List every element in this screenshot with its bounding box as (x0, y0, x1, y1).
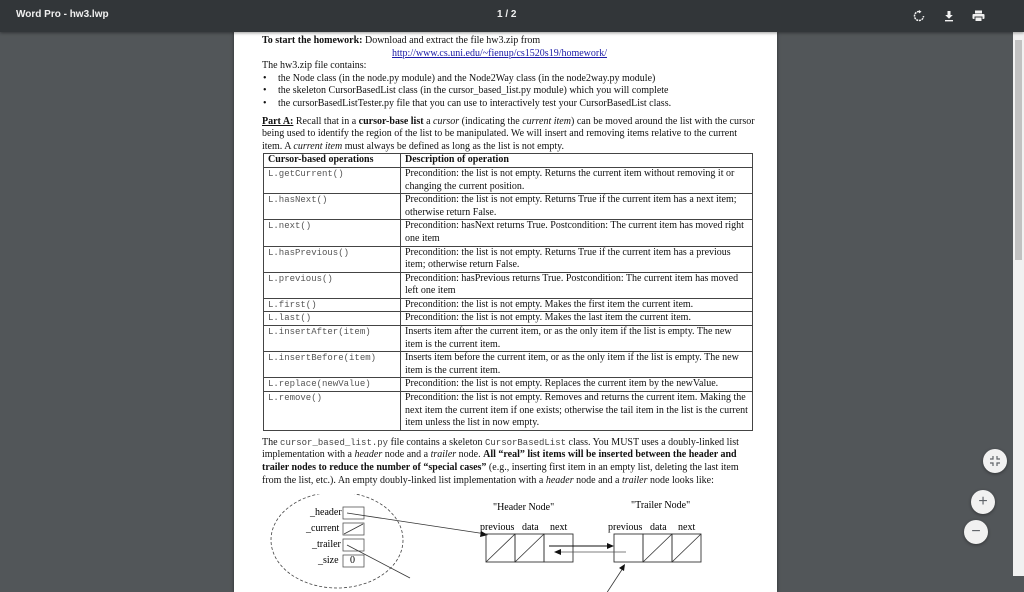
table-row (264, 326, 753, 352)
header-node-label: "Header Node" (493, 502, 555, 513)
description-cell: Precondition: hasPrevious returns True. Postcondition: The current item has moved left one item (401, 272, 753, 298)
description-cell: Precondition: the list is not empty. Returns the current item without removing it or changing the current position. (401, 167, 753, 193)
table-row (264, 298, 753, 312)
table-row (264, 220, 753, 246)
operation-cell: L.next() (264, 220, 401, 246)
scrollbar-thumb[interactable] (1015, 40, 1022, 260)
operation-cell: L.insertBefore(item) (264, 352, 401, 378)
description-cell: Precondition: the list is not empty. Returns True if the current item has a previous item; otherwise return False. (401, 246, 753, 272)
emphasis: trailer (621, 474, 648, 486)
emphasis: cursor-base list (358, 115, 424, 127)
emphasis: trailer (430, 449, 457, 461)
table-row (264, 392, 753, 431)
text: (e.g., inserting first item in an empty list, deleting the last item from the list, etc.). An empty doubly-linked list implementation with a (262, 462, 739, 486)
operation-cell: L.getCurrent() (264, 167, 401, 193)
document-title: Word Pro - hw3.lwp (16, 9, 109, 20)
emphasis: header (545, 474, 574, 486)
list-item: • the skeleton CursorBasedList class (in the cursor_based_list.py module) which you will complete (262, 85, 757, 98)
document-page (234, 32, 777, 592)
operations-table (263, 153, 753, 430)
text: node and a (382, 449, 431, 461)
rotate-button[interactable] (911, 8, 927, 24)
code: CursorBasedList (485, 437, 567, 448)
text: file contains a skeleton (388, 436, 485, 448)
code: cursor_based_list.py (280, 437, 389, 448)
plus-icon: + (978, 493, 988, 510)
node-field-label: data (650, 522, 667, 533)
description-cell: Precondition: the list is not empty. Removes and returns the current item. Making the next item the current item if one exists; otherwise the tail item in the list is the current item unless the list in now empty. (401, 392, 753, 431)
node-field-label: next (678, 522, 696, 533)
node-field-label: previous (608, 522, 643, 533)
intro-text: Download and extract the file hw3.zip from (362, 35, 541, 46)
column-header: Description of operation (401, 154, 753, 168)
emphasis: header (354, 449, 383, 461)
zoom-out-button[interactable] (964, 520, 988, 544)
table-row (264, 312, 753, 326)
part-a-paragraph (262, 116, 757, 154)
list-item: • the cursorBasedListTester.py file that you can use to interactively test your CursorBasedList class. (262, 98, 757, 111)
part-a-label: Part A: (262, 115, 294, 127)
table-row (264, 246, 753, 272)
implementation-paragraph (262, 437, 757, 487)
table-row (264, 272, 753, 298)
description-cell: Precondition: hasNext returns True. Postcondition: The current item has moved right one item (401, 220, 753, 246)
operation-cell: L.hasNext() (264, 194, 401, 220)
pdf-toolbar (0, 0, 1024, 32)
download-button[interactable] (941, 8, 957, 24)
node-field-label: previous (480, 522, 515, 533)
description-cell: Precondition: the list is not empty. Makes the first item the current item. (401, 298, 753, 312)
description-cell: Inserts item before the current item, or as the only item if the list is empty. The new item is the current item. (401, 352, 753, 378)
node-field-label: data (522, 522, 539, 533)
emphasis: current item (522, 115, 571, 127)
emphasis: cursor (433, 115, 460, 127)
field-label: _trailer (312, 539, 341, 550)
emphasis: current item (293, 140, 343, 152)
print-icon (972, 10, 985, 22)
zoom-in-button[interactable] (971, 490, 995, 514)
column-header: Cursor-based operations (264, 154, 401, 168)
field-label: _size (318, 555, 339, 566)
intro-heading: To start the homework: (262, 35, 363, 46)
table-row (264, 194, 753, 220)
minus-icon: − (971, 523, 981, 540)
text: node. (456, 449, 484, 461)
text: ) can be moved around the list with the cursor being used to identify the region of the list to be manipulated. We will insert and removing items relative to the current item. A (262, 115, 755, 152)
emphasis: All “real” list items will be inserted between the header and trailer nodes to reduce the number of “special cases” (262, 449, 737, 473)
table-row (264, 167, 753, 193)
vertical-scrollbar[interactable] (1013, 32, 1024, 576)
page-indicator: 1 / 2 (497, 9, 517, 20)
text: Recall that in a (293, 115, 359, 127)
size-value: 0 (350, 555, 355, 566)
operation-cell: L.remove() (264, 392, 401, 431)
operation-cell: L.insertAfter(item) (264, 326, 401, 352)
description-cell: Precondition: the list is not empty. Replaces the current item by the newValue. (401, 378, 753, 392)
text: node and a (573, 474, 622, 486)
trailer-node-label: "Trailer Node" (631, 500, 691, 511)
text: must always be defined as long as the list is not empty. (342, 140, 565, 152)
fit-to-page-button[interactable] (983, 449, 1007, 473)
homework-link[interactable]: http://www.cs.uni.edu/~fienup/cs1520s19/homework/ (392, 47, 608, 59)
table-row (264, 352, 753, 378)
text: node looks like: (647, 474, 714, 486)
description-cell: Precondition: the list is not empty. Returns True if the current item has a next item; otherwise return False. (401, 194, 753, 220)
print-button[interactable] (970, 8, 986, 24)
fit-page-icon (990, 456, 1000, 466)
text: class. You MUST uses a doubly-linked list implementation with a (262, 436, 739, 461)
field-label: _current (306, 523, 340, 534)
operation-cell: L.replace(newValue) (264, 378, 401, 392)
operation-cell: L.last() (264, 312, 401, 326)
table-row (264, 378, 753, 392)
description-cell: Precondition: the list is not empty. Makes the last item the current item. (401, 312, 753, 326)
description-cell: Inserts item after the current item, or as the only item if the list is empty. The new item is the current item. (401, 326, 753, 352)
intro-line (262, 35, 757, 48)
text: (indicating the (459, 115, 523, 127)
text: a (423, 115, 434, 127)
linked-list-diagram (234, 494, 777, 592)
rotate-icon (913, 10, 925, 22)
table-header-row (264, 154, 753, 168)
contents-list (262, 73, 757, 111)
text: The (262, 436, 281, 448)
operation-cell: L.first() (264, 298, 401, 312)
operation-cell: L.hasPrevious() (264, 246, 401, 272)
field-label: _header (310, 507, 342, 518)
page-content (262, 35, 757, 487)
node-field-label: next (550, 522, 568, 533)
download-icon (943, 10, 955, 22)
operation-cell: L.previous() (264, 272, 401, 298)
contains-label: The hw3.zip file contains: (262, 60, 367, 72)
list-item: • the Node class (in the node.py module) and the Node2Way class (in the node2way.py module) (262, 73, 757, 86)
